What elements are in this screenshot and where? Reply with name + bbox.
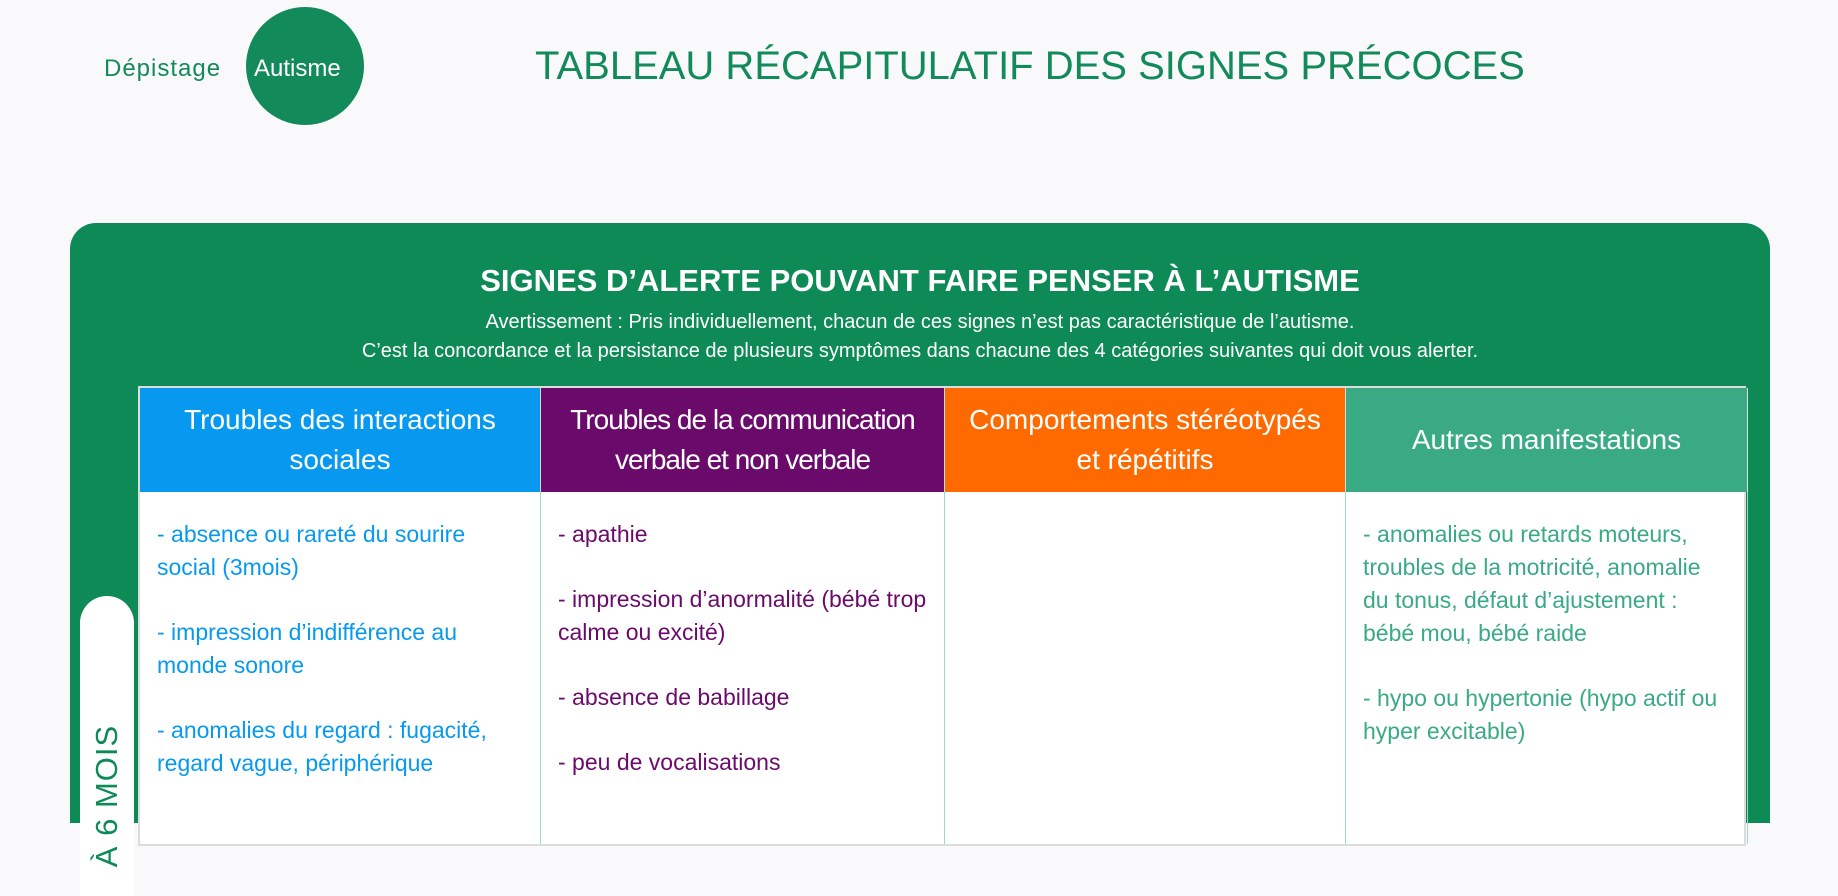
list-item: - hypo ou hypertonie (hypo actif ou hyper excitable) — [1363, 685, 1718, 744]
header-stereotyped-behaviors: Comportements stéréotypés et répétitifs — [945, 388, 1346, 492]
list-item: - impression d’anormalité (bébé trop calme ou excité) — [558, 586, 927, 645]
logo-text-autisme: Autisme — [254, 55, 341, 82]
signs-table — [138, 386, 1746, 846]
age-tab — [80, 596, 134, 896]
cell-other-manifestations — [1346, 492, 1748, 844]
header-social-interactions: Troubles des interactions sociales — [140, 388, 541, 492]
warning-line-2: C’est la concordance et la persistance de plusieurs symptômes dans chacune des 4 catégories suivantes qui doit vous alerter. — [361, 340, 1479, 362]
list-item: - anomalies du regard : fugacité, regard vague, périphérique — [157, 717, 487, 776]
list-item: - peu de vocalisations — [558, 749, 781, 775]
page-title: TABLEAU RÉCAPITULATIF DES SIGNES PRÉCOCES — [535, 44, 1525, 88]
panel-warning-note — [70, 308, 1770, 366]
cell-social-interactions — [140, 492, 541, 844]
logo — [104, 5, 374, 127]
logo-text-depistage: Dépistage — [104, 55, 222, 82]
panel-title: SIGNES D’ALERTE POUVANT FAIRE PENSER À L’AUTISME — [480, 263, 1360, 298]
warning-line-1: Avertissement : Pris individuellement, chacun de ces signes n’est pas caractéristique de l’autisme. — [485, 311, 1355, 333]
list-item: - absence ou rareté du sourire social (3mois) — [157, 521, 466, 580]
cell-stereotyped-behaviors — [945, 492, 1346, 844]
age-label: À 6 MOIS — [89, 724, 124, 868]
header-communication: Troubles de la communication verbale et non verbale — [541, 388, 945, 492]
list-item: - apathie — [558, 521, 648, 547]
list-item: - anomalies ou retards moteurs, troubles de la motricité, anomalie du tonus, défaut d’ajustement : bébé mou, bébé raide — [1363, 521, 1701, 646]
list-item: - absence de babillage — [558, 684, 790, 710]
list-item: - impression d’indifférence au monde sonore — [157, 619, 458, 678]
header-other-manifestations: Autres manifestations — [1346, 388, 1748, 492]
cell-communication — [541, 492, 945, 844]
alert-signs-panel — [70, 223, 1770, 868]
